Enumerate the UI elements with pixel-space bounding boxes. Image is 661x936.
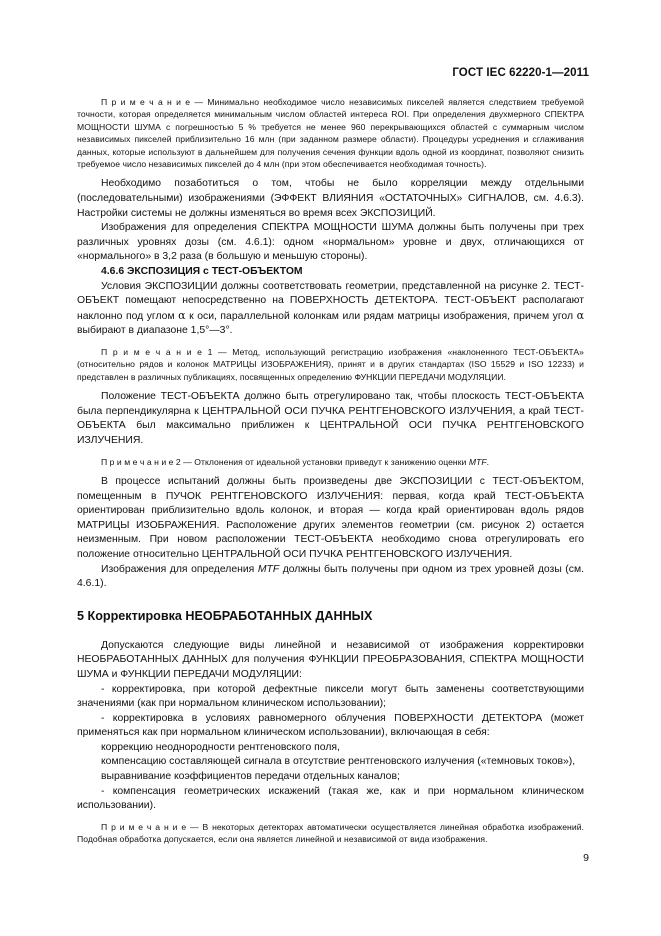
paragraph-mtf-dose xyxy=(77,563,584,592)
paragraph-dose-levels: Изображения для определения СПЕКТРА МОЩНОСТИ ШУМА должны быть получены при трех различных уровнях дозы (см. 4.6.1): одном «нормальном» уровне и двух, отличающихся от «нормального» в 3,2 раза (в большую и меньшую стороны). xyxy=(77,222,584,263)
list-item: - компенсация геометрических искажений (такая же, как и при нормальном клиническом использовании). xyxy=(77,785,584,812)
section-heading-4-6-6: 4.6.6 ЭКСПОЗИЦИЯ с ТЕСТ-ОБЪЕКТОМ xyxy=(101,266,303,277)
section-heading-5: 5 Корректировка НЕОБРАБОТАННЫХ ДАННЫХ xyxy=(77,608,373,623)
paragraph-positioning: Положение ТЕСТ-ОБЪЕКТА должно быть отрегулировано так, чтобы плоскость ТЕСТ-ОБЪЕКТА была перпендикулярна к ЦЕНТРАЛЬНОЙ ОСИ ПУЧКА РЕНТГЕНОВСКОГО ИЗЛУЧЕНИЯ, а край ТЕСТ-ОБЪЕКТА был максимально приближен к ЦЕНТРАЛЬНОЙ ОСИ ПУЧКА РЕНТГЕНОВСКОГО ИЗЛУЧЕНИЯ. xyxy=(77,391,584,446)
mtf-term: MTF xyxy=(257,563,280,575)
page-number: 9 xyxy=(583,852,589,864)
alpha-symbol: α xyxy=(576,308,585,322)
paragraph-correlation: Необходимо позаботиться о том, чтобы не было корреляции между отдельными (последовательными) изображениями (ЭФФЕКТ ВЛИЯНИЯ «ОСТАТОЧНЫХ» СИГНАЛОВ, см. 4.6.3). Настройки системы не должны изменяться во время всех ЭКСПОЗИЦИЙ. xyxy=(77,178,584,219)
note-linear-processing xyxy=(77,821,584,846)
standard-header: ГОСТ IEC 62220-1—2011 xyxy=(452,67,589,79)
text-part: Условия ЭКСПОЗИЦИИ должны соответствовать геометрии, представленной на рисунке 2. ТЕСТ-ОБЪЕКТ помещают непосредственно на ПОВЕРХНОСТЬ ДЕТЕКТОРА. ТЕСТ-ОБЪЕКТ располагают наклонно под углом xyxy=(77,280,584,322)
note-text: — Отклонения от идеальной установки приведут к занижению оценки xyxy=(180,456,469,467)
text-part: Изображения для определения xyxy=(101,563,258,575)
note-1 xyxy=(77,346,584,383)
note-2 xyxy=(77,456,584,468)
page-content xyxy=(77,96,584,846)
paragraph-corrections-intro: Допускаются следующие виды линейной и независимой от изображения корректировки НЕОБРАБОТАННЫХ ДАННЫХ для получения ФУНКЦИИ ПРЕОБРАЗОВАНИЯ, СПЕКТРА МОЩНОСТИ ШУМА и ФУНКЦИИ ПЕРЕДАЧИ МОДУЛЯЦИИ: xyxy=(77,639,584,680)
text-part: должны быть получены при одном из трех уровней дозы (см. 4.6.1). xyxy=(77,563,584,590)
text-part: к оси, параллельной колонкам или рядам матрицы изображения, причем угол xyxy=(185,310,577,322)
note-label: П р и м е ч а н и е 2 xyxy=(101,456,181,467)
list-item: - корректировка в условиях равномерного облучения ПОВЕРХНОСТИ ДЕТЕКТОРА (может применяться как при нормальном клиническом использовании), включающая в себя: xyxy=(77,712,584,739)
alpha-symbol: α xyxy=(178,308,186,322)
text-part: выбирают в диапазоне 1,5°—3°. xyxy=(77,325,233,337)
paragraph-two-exposures: В процессе испытаний должны быть произведены две ЭКСПОЗИЦИИ с ТЕСТ-ОБЪЕКТОМ, помещенным в ПУЧОК РЕНТГЕНОВСКОГО ИЗЛУЧЕНИЯ: первая, когда край ТЕСТ-ОБЪЕКТА ориентирован приблизительно вдоль колонок, и вторая — когда край ориентирован вдоль рядов МАТРИЦЫ ИЗОБРАЖЕНИЯ. Расположение других элементов геометрии (см. рисунок 2) остается неизменным. При новом расположении ТЕСТ-ОБЪЕКТА необходимо снова отрегулировать его положение относительно ЦЕНТРАЛЬНОЙ ОСИ ПУЧКА РЕНТГЕНОВСКОГО ИЗЛУЧЕНИЯ. xyxy=(77,475,584,560)
note-label: П р и м е ч а н и е xyxy=(101,821,187,832)
sub-list-item: коррекцию неоднородности рентгеновского поля, xyxy=(101,741,340,753)
note-label: П р и м е ч а н и е 1 xyxy=(101,346,213,357)
sub-list-item: компенсацию составляющей сигнала в отсутствие рентгеновского излучения («темновых токов»), xyxy=(101,756,576,768)
note-text: — Метод, использующий регистрацию изображения «наклоненного ТЕСТ-ОБЪЕКТА» (относительно рядов и колонок МАТРИЦЫ ИЗОБРАЖЕНИЯ), принят и в других стандартах (ISO 15529 и ISO 12233) и представлен в различных публикациях, посвященных определению ФУНКЦИИ ПЕРЕДАЧИ МОДУЛЯЦИИ. xyxy=(77,346,585,382)
list-item: - корректировка, при которой дефектные пиксели могут быть заменены соответствующими значениями (как при нормальном клиническом использовании); xyxy=(77,683,584,710)
note-text: — Минимально необходимое число независимых пикселей является следствием требуемой точности, которая определяется минимальным числом областей интереса ROI. При определения двухмерного СПЕКТРА МОЩНОСТИ ШУМА с погрешностью 5 % требуется не менее 960 перекрывающихся областей с суммарным числом независимых пикселей приблизительно 16 млн (при заданном размере области). Процедуры усреднения и сглаживания данных, которые используют в дальнейшем для получения сечения функции вдоль одной из координат, позволяют снизить требуемое число независимых пикселей до 4 млн (при этом обеспечивается необходимая точность). xyxy=(77,97,584,170)
note-minimum-pixels xyxy=(77,96,584,170)
note-text: — В некоторых детекторах автоматически осуществляется линейная обработка изображений. Подобная обработка допускается, если она является линейной и независимой от вида изображения. xyxy=(77,821,584,845)
mtf-term: MTF xyxy=(468,456,487,467)
sub-list-item: выравнивание коэффициентов передачи отдельных каналов; xyxy=(101,771,400,783)
note-label: П р и м е ч а н и е xyxy=(101,97,191,107)
note-end: . xyxy=(486,456,490,467)
paragraph-test-object xyxy=(77,280,584,339)
